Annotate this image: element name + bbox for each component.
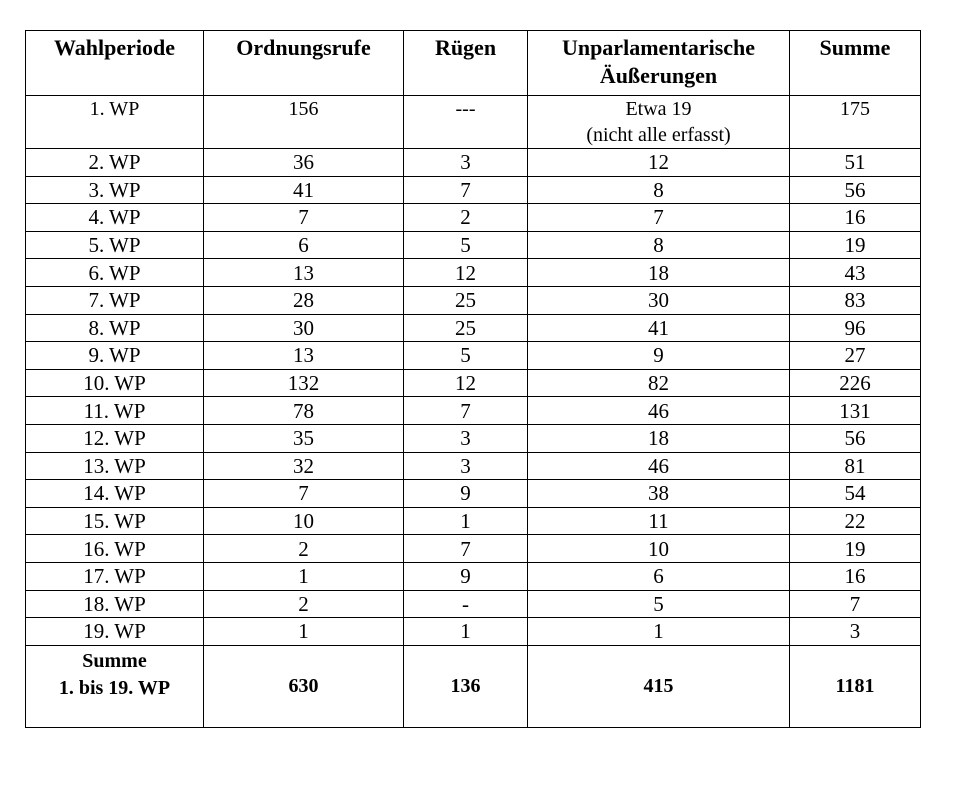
cell-unparl: 10 xyxy=(528,535,790,563)
cell-ruegen: 3 xyxy=(404,452,528,480)
cell-wahlperiode: 5. WP xyxy=(26,231,204,259)
header-unparlamentarische-aeusserungen xyxy=(528,31,790,96)
table-row xyxy=(26,590,921,618)
cell-unparl-line2: (nicht alle erfasst) xyxy=(586,124,731,146)
cell-ruegen: 12 xyxy=(404,369,528,397)
cell-summe: 51 xyxy=(790,149,921,177)
cell-ordnungsrufe: 13 xyxy=(204,342,404,370)
cell-ruegen: 7 xyxy=(404,176,528,204)
cell-ordnungsrufe: 78 xyxy=(204,397,404,425)
cell-ruegen: 5 xyxy=(404,342,528,370)
cell-ordnungsrufe: 13 xyxy=(204,259,404,287)
cell-summe: 175 xyxy=(790,96,921,149)
cell-ordnungsrufe: 36 xyxy=(204,149,404,177)
cell-ruegen: 12 xyxy=(404,259,528,287)
cell-wahlperiode: 1. WP xyxy=(26,96,204,149)
table-row xyxy=(26,342,921,370)
cell-wahlperiode: 19. WP xyxy=(26,618,204,646)
cell-ordnungsrufe: 6 xyxy=(204,231,404,259)
cell-wahlperiode: 10. WP xyxy=(26,369,204,397)
cell-unparl: 46 xyxy=(528,452,790,480)
cell-wahlperiode: 9. WP xyxy=(26,342,204,370)
cell-summe: 81 xyxy=(790,452,921,480)
cell-ordnungsrufe: 28 xyxy=(204,286,404,314)
sum-label-line1: Summe xyxy=(82,649,147,672)
cell-ordnungsrufe: 132 xyxy=(204,369,404,397)
table-row xyxy=(26,562,921,590)
header-unparl-line2: Äußerungen xyxy=(599,63,718,88)
table-row xyxy=(26,397,921,425)
cell-summe: 16 xyxy=(790,204,921,232)
cell-unparl: 82 xyxy=(528,369,790,397)
header-unparl-line1: Unparlamentarische xyxy=(561,35,756,60)
cell-ruegen: 3 xyxy=(404,149,528,177)
table-row xyxy=(26,452,921,480)
sum-row xyxy=(26,645,921,727)
cell-unparl: 8 xyxy=(528,176,790,204)
cell-ordnungsrufe: 10 xyxy=(204,507,404,535)
cell-ruegen: 2 xyxy=(404,204,528,232)
cell-unparl: 9 xyxy=(528,342,790,370)
cell-unparl: 6 xyxy=(528,562,790,590)
cell-ordnungsrufe: 2 xyxy=(204,535,404,563)
cell-summe: 56 xyxy=(790,176,921,204)
cell-ordnungsrufe: 41 xyxy=(204,176,404,204)
cell-wahlperiode: 12. WP xyxy=(26,424,204,452)
cell-summe: 54 xyxy=(790,480,921,508)
cell-wahlperiode: 6. WP xyxy=(26,259,204,287)
cell-wahlperiode: 4. WP xyxy=(26,204,204,232)
table-row xyxy=(26,480,921,508)
cell-ruegen: 9 xyxy=(404,480,528,508)
cell-unparl: 46 xyxy=(528,397,790,425)
cell-summe: 19 xyxy=(790,231,921,259)
ordnungsrufe-table xyxy=(25,30,921,728)
cell-ruegen: 1 xyxy=(404,507,528,535)
cell-summe: 96 xyxy=(790,314,921,342)
cell-unparl-line1: Etwa 19 xyxy=(625,98,692,120)
cell-wahlperiode: 16. WP xyxy=(26,535,204,563)
table-row xyxy=(26,314,921,342)
table-row xyxy=(26,176,921,204)
table-row xyxy=(26,286,921,314)
cell-sum-summe: 1181 xyxy=(790,645,921,727)
cell-unparl: 38 xyxy=(528,480,790,508)
cell-summe: 7 xyxy=(790,590,921,618)
cell-sum-ruegen: 136 xyxy=(404,645,528,727)
cell-sum-label xyxy=(26,645,204,727)
cell-summe: 22 xyxy=(790,507,921,535)
cell-ordnungsrufe: 32 xyxy=(204,452,404,480)
cell-wahlperiode: 2. WP xyxy=(26,149,204,177)
cell-ruegen: 7 xyxy=(404,535,528,563)
cell-unparl: 1 xyxy=(528,618,790,646)
cell-unparl: 41 xyxy=(528,314,790,342)
cell-ruegen: 25 xyxy=(404,286,528,314)
table-row xyxy=(26,618,921,646)
cell-summe: 27 xyxy=(790,342,921,370)
cell-summe: 16 xyxy=(790,562,921,590)
cell-unparl: 18 xyxy=(528,424,790,452)
cell-wahlperiode: 7. WP xyxy=(26,286,204,314)
cell-unparl: 18 xyxy=(528,259,790,287)
cell-sum-unparl: 415 xyxy=(528,645,790,727)
cell-summe: 131 xyxy=(790,397,921,425)
cell-unparl: 5 xyxy=(528,590,790,618)
cell-wahlperiode: 15. WP xyxy=(26,507,204,535)
sum-label-line2: 1. bis 19. WP xyxy=(58,676,171,699)
cell-summe: 19 xyxy=(790,535,921,563)
table-row xyxy=(26,369,921,397)
cell-wahlperiode: 13. WP xyxy=(26,452,204,480)
cell-sum-ordnungsrufe: 630 xyxy=(204,645,404,727)
cell-ordnungsrufe: 1 xyxy=(204,618,404,646)
cell-ruegen: --- xyxy=(404,96,528,149)
header-row xyxy=(26,31,921,96)
table-row xyxy=(26,507,921,535)
table-row xyxy=(26,259,921,287)
cell-ruegen: 7 xyxy=(404,397,528,425)
table-row xyxy=(26,149,921,177)
cell-summe: 43 xyxy=(790,259,921,287)
cell-summe: 56 xyxy=(790,424,921,452)
cell-ordnungsrufe: 2 xyxy=(204,590,404,618)
cell-ruegen: 9 xyxy=(404,562,528,590)
cell-unparl: 8 xyxy=(528,231,790,259)
table-row xyxy=(26,204,921,232)
cell-summe: 3 xyxy=(790,618,921,646)
header-summe: Summe xyxy=(790,31,921,96)
cell-wahlperiode: 3. WP xyxy=(26,176,204,204)
cell-ruegen: 1 xyxy=(404,618,528,646)
cell-wahlperiode: 11. WP xyxy=(26,397,204,425)
cell-unparl xyxy=(528,96,790,149)
cell-unparl: 30 xyxy=(528,286,790,314)
header-ordnungsrufe: Ordnungsrufe xyxy=(204,31,404,96)
cell-wahlperiode: 8. WP xyxy=(26,314,204,342)
table-row xyxy=(26,96,921,149)
cell-ruegen: 5 xyxy=(404,231,528,259)
cell-ordnungsrufe: 7 xyxy=(204,480,404,508)
header-wahlperiode: Wahlperiode xyxy=(26,31,204,96)
cell-wahlperiode: 14. WP xyxy=(26,480,204,508)
table-row xyxy=(26,231,921,259)
cell-ordnungsrufe: 156 xyxy=(204,96,404,149)
cell-unparl: 12 xyxy=(528,149,790,177)
cell-wahlperiode: 17. WP xyxy=(26,562,204,590)
table-row xyxy=(26,424,921,452)
cell-summe: 83 xyxy=(790,286,921,314)
table-row xyxy=(26,535,921,563)
cell-ruegen: - xyxy=(404,590,528,618)
cell-unparl: 7 xyxy=(528,204,790,232)
cell-ordnungsrufe: 30 xyxy=(204,314,404,342)
header-ruegen: Rügen xyxy=(404,31,528,96)
cell-ordnungsrufe: 7 xyxy=(204,204,404,232)
cell-ordnungsrufe: 1 xyxy=(204,562,404,590)
cell-ruegen: 25 xyxy=(404,314,528,342)
cell-ruegen: 3 xyxy=(404,424,528,452)
cell-ordnungsrufe: 35 xyxy=(204,424,404,452)
cell-unparl: 11 xyxy=(528,507,790,535)
cell-wahlperiode: 18. WP xyxy=(26,590,204,618)
cell-summe: 226 xyxy=(790,369,921,397)
